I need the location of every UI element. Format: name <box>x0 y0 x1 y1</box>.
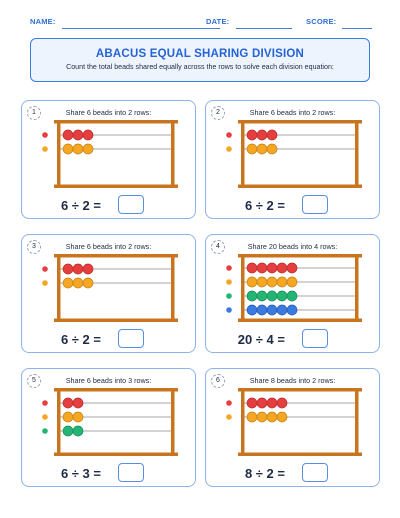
frame-bottom-bar <box>54 185 178 189</box>
answer-box[interactable] <box>118 329 144 348</box>
score-label: SCORE: <box>306 17 337 26</box>
problem-instruction: Share 6 beads into 2 rows: <box>249 108 336 117</box>
header-row <box>30 14 372 30</box>
abacus-drawing <box>40 254 180 322</box>
row-indicator-dot <box>226 132 232 138</box>
problem-number-badge: 6 <box>211 374 225 388</box>
date-field[interactable] <box>236 28 292 29</box>
abacus <box>40 388 180 456</box>
row-indicator-dot <box>42 428 48 434</box>
abacus-bead <box>247 144 257 154</box>
abacus <box>224 388 364 456</box>
abacus-bead <box>267 263 277 273</box>
abacus-bead <box>63 130 73 140</box>
equation-text: 20 ÷ 4 = <box>237 332 285 347</box>
problem-number-badge: 4 <box>211 240 225 254</box>
problem-instruction: Share 20 beads into 4 rows: <box>247 242 338 251</box>
abacus-bead <box>73 264 83 274</box>
row-indicator-dot <box>42 132 48 138</box>
abacus-bead <box>257 305 267 315</box>
abacus-bead <box>257 412 267 422</box>
abacus-bead <box>73 398 83 408</box>
score-field[interactable] <box>342 28 372 29</box>
abacus-bead <box>247 130 257 140</box>
frame-bottom-bar <box>54 319 178 323</box>
abacus-bead <box>287 291 297 301</box>
equation-text: 6 ÷ 2 = <box>60 198 101 213</box>
frame-right-post <box>355 120 359 188</box>
title-box <box>30 38 370 82</box>
row-indicator-dot <box>42 146 48 152</box>
abacus-bead <box>247 263 257 273</box>
frame-bottom-bar <box>54 453 178 457</box>
answer-box[interactable] <box>118 195 144 214</box>
problem-card-2 <box>205 100 380 219</box>
frame-top-bar <box>54 388 178 392</box>
row-indicator-dot <box>226 400 232 406</box>
abacus-bead <box>267 398 277 408</box>
abacus-bead <box>63 398 73 408</box>
equation <box>206 329 379 349</box>
abacus-bead <box>73 278 83 288</box>
problem-instruction: Share 6 beads into 2 rows: <box>65 108 152 117</box>
frame-left-post <box>241 388 245 456</box>
problem-card-5 <box>21 368 196 487</box>
abacus-bead <box>73 130 83 140</box>
abacus-bead <box>267 130 277 140</box>
abacus-bead <box>73 144 83 154</box>
abacus-bead <box>277 412 287 422</box>
abacus-bead <box>73 426 83 436</box>
frame-right-post <box>171 120 175 188</box>
equation-text: 8 ÷ 2 = <box>244 466 285 481</box>
frame-top-bar <box>238 254 362 258</box>
abacus-bead <box>257 144 267 154</box>
abacus-bead <box>83 264 93 274</box>
abacus-bead <box>257 263 267 273</box>
abacus-bead <box>267 412 277 422</box>
abacus-bead <box>277 398 287 408</box>
abacus-bead <box>277 277 287 287</box>
row-indicator-dot <box>42 414 48 420</box>
problem-card-6 <box>205 368 380 487</box>
frame-top-bar <box>54 254 178 258</box>
date-label: DATE: <box>206 17 230 26</box>
abacus-bead <box>63 278 73 288</box>
abacus-bead <box>83 278 93 288</box>
frame-top-bar <box>54 120 178 124</box>
problem-instruction: Share 6 beads into 3 rows: <box>65 376 152 385</box>
equation <box>206 463 379 483</box>
abacus-bead <box>257 291 267 301</box>
name-field[interactable] <box>62 28 220 29</box>
equation <box>22 195 195 215</box>
abacus-bead <box>287 305 297 315</box>
abacus-bead <box>277 263 287 273</box>
frame-left-post <box>57 120 61 188</box>
problem-card-1 <box>21 100 196 219</box>
frame-right-post <box>355 254 359 322</box>
frame-bottom-bar <box>238 453 362 457</box>
row-indicator-dot <box>42 400 48 406</box>
abacus-drawing <box>224 388 364 456</box>
problem-instruction: Share 6 beads into 2 rows: <box>65 242 152 251</box>
problem-card-4 <box>205 234 380 353</box>
equation-text: 6 ÷ 2 = <box>60 332 101 347</box>
abacus <box>224 254 364 322</box>
abacus-bead <box>277 305 287 315</box>
frame-right-post <box>171 254 175 322</box>
equation <box>206 195 379 215</box>
abacus-bead <box>63 144 73 154</box>
abacus-bead <box>277 291 287 301</box>
abacus <box>224 120 364 188</box>
row-indicator-dot <box>226 414 232 420</box>
problem-number-badge: 3 <box>27 240 41 254</box>
problem-instruction: Share 8 beads into 2 rows: <box>249 376 336 385</box>
frame-left-post <box>241 120 245 188</box>
abacus-drawing <box>224 254 364 322</box>
row-indicator-dot <box>42 280 48 286</box>
page-subtitle: Count the total beads shared equally across the rows to solve each division equation: <box>66 63 334 71</box>
equation <box>22 329 195 349</box>
answer-box[interactable] <box>302 463 328 482</box>
problem-number-badge: 1 <box>27 106 41 120</box>
frame-left-post <box>241 254 245 322</box>
abacus-drawing <box>40 120 180 188</box>
page-title: ABACUS EQUAL SHARING DIVISION <box>95 48 305 60</box>
row-indicator-dot <box>226 307 232 313</box>
frame-left-post <box>57 388 61 456</box>
abacus-bead <box>247 305 257 315</box>
abacus-drawing <box>40 388 180 456</box>
equation-text: 6 ÷ 2 = <box>244 198 285 213</box>
answer-box[interactable] <box>118 463 144 482</box>
abacus-bead <box>63 264 73 274</box>
frame-right-post <box>171 388 175 456</box>
row-indicator-dot <box>226 146 232 152</box>
answer-box[interactable] <box>302 195 328 214</box>
abacus-bead <box>247 277 257 287</box>
row-indicator-dot <box>226 279 232 285</box>
answer-box[interactable] <box>302 329 328 348</box>
abacus <box>40 254 180 322</box>
row-indicator-dot <box>226 293 232 299</box>
abacus-bead <box>247 398 257 408</box>
frame-bottom-bar <box>238 319 362 323</box>
abacus-bead <box>267 305 277 315</box>
abacus-bead <box>257 398 267 408</box>
abacus-bead <box>267 144 277 154</box>
abacus-bead <box>73 412 83 422</box>
abacus-bead <box>287 277 297 287</box>
frame-left-post <box>57 254 61 322</box>
abacus-bead <box>287 263 297 273</box>
row-indicator-dot <box>226 265 232 271</box>
abacus-bead <box>83 144 93 154</box>
abacus-bead <box>267 277 277 287</box>
name-label: NAME: <box>30 17 56 26</box>
abacus-bead <box>257 277 267 287</box>
abacus-bead <box>267 291 277 301</box>
problem-card-3 <box>21 234 196 353</box>
frame-bottom-bar <box>238 185 362 189</box>
abacus-drawing <box>224 120 364 188</box>
abacus-bead <box>247 412 257 422</box>
equation-text: 6 ÷ 3 = <box>60 466 101 481</box>
frame-top-bar <box>238 388 362 392</box>
abacus <box>40 120 180 188</box>
frame-right-post <box>355 388 359 456</box>
abacus-bead <box>83 130 93 140</box>
problem-number-badge: 2 <box>211 106 225 120</box>
problem-number-badge: 5 <box>27 374 41 388</box>
equation <box>22 463 195 483</box>
abacus-bead <box>63 426 73 436</box>
abacus-bead <box>63 412 73 422</box>
abacus-bead <box>247 291 257 301</box>
row-indicator-dot <box>42 266 48 272</box>
abacus-bead <box>257 130 267 140</box>
frame-top-bar <box>238 120 362 124</box>
